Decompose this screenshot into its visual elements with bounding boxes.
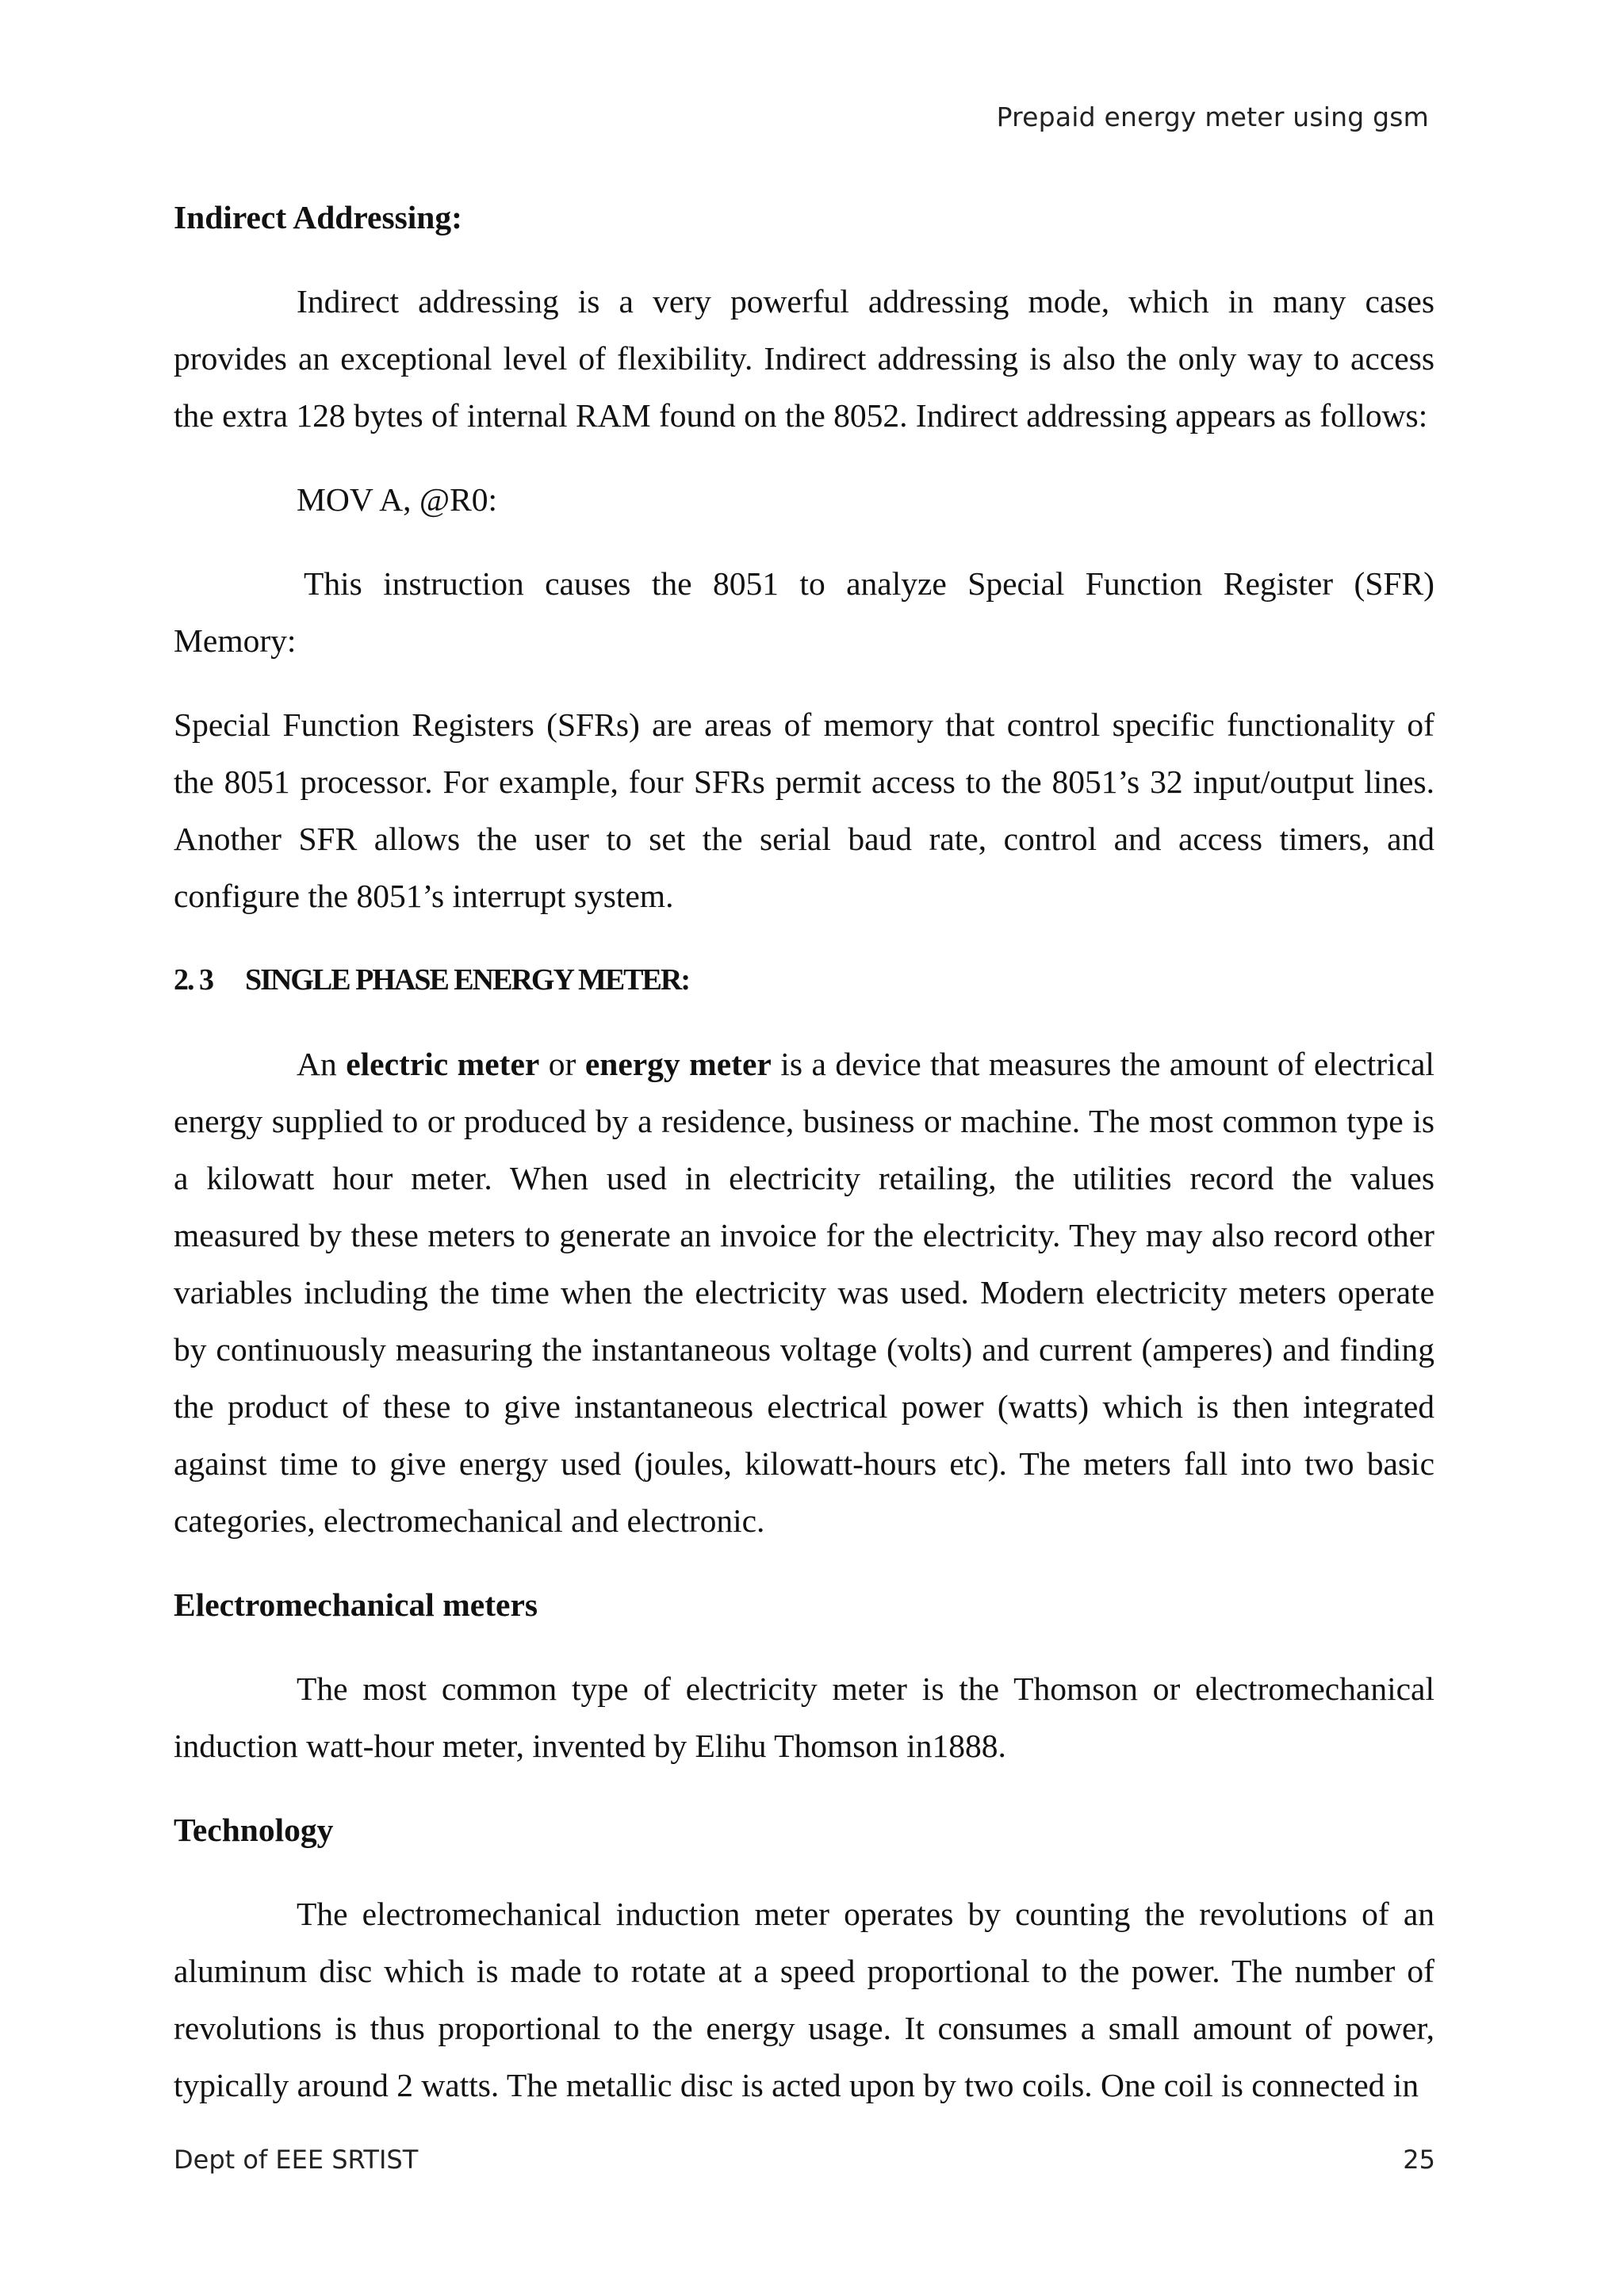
code-example: MOV A, @R0: <box>297 481 498 518</box>
electromechanical-paragraph: The most common type of electricity meter is the Thomson or electromechanical induction watt-hour meter, invented by Elihu Thomson in1888. <box>174 1670 1434 1764</box>
para-rest: is a device that measures the amount of electrical energy supplied to or produced by a residence, business or machine. The most common type is a kilowatt hour meter. When used in electricity retailing, the utilities record the values measured by these meters to generate an invoice for the electricity. They may also record other variables including the time when the electricity was used. Modern electricity meters operate by continuously measuring the instantaneous voltage (volts) and current (amperes) and finding the product of these to give instantaneous electrical power (watts) which is then integrated against time to give energy used (joules, kilowatt-hours etc). The meters fall into two basic categories, electromechanical and electronic. <box>174 1046 1434 1539</box>
sfr-paragraph: Special Function Registers (SFRs) are areas of memory that control specific functionality of the 8051 processor. For example, four SFRs permit access to the 8051’s 32 input/output lines. Another SFR allows the user to set the serial baud rate, control and access timers, and configure the 8051’s interrupt system. <box>174 706 1434 914</box>
term-electric-meter: electric meter <box>346 1046 540 1082</box>
indirect-addressing-heading: Indirect Addressing: <box>174 199 462 235</box>
energy-meter-paragraph <box>174 1035 1434 1549</box>
electromechanical-heading: Electromechanical meters <box>174 1586 538 1623</box>
running-header: Prepaid energy meter using gsm <box>996 101 1429 132</box>
para-lead: An <box>297 1046 347 1082</box>
section-number: 2. 3 <box>174 963 213 997</box>
page-content <box>174 189 1434 2114</box>
memory-label: Memory: <box>174 622 297 659</box>
page-number: 25 <box>1403 2145 1435 2175</box>
para-joiner: or <box>539 1046 585 1082</box>
footer-department: Dept of EEE SRTIST <box>174 2145 419 2175</box>
technology-heading: Technology <box>174 1812 334 1848</box>
term-energy-meter: energy meter <box>584 1046 772 1082</box>
indirect-addressing-paragraph: Indirect addressing is a very powerful addressing mode, which in many cases provides an exceptional level of flexibility. Indirect addressing is also the only way to access the extra 128 bytes of internal RAM found on the 8052. Indirect addressing appears as follows: <box>174 283 1434 434</box>
section-heading <box>174 951 1434 1008</box>
section-title: SINGLE PHASE ENERGY METER: <box>245 963 689 997</box>
technology-paragraph: The electromechanical induction meter operates by counting the revolutions of an aluminum disc which is made to rotate at a speed proportional to the power. The number of revolutions is thus proportional to the energy usage. It consumes a small amount of power, typically around 2 watts. The metallic disc is acted upon by two coils. One coil is connected in <box>174 1896 1434 2103</box>
instruction-paragraph-line: This instruction causes the 8051 to analyze Special Function Register (SFR) <box>304 565 1434 602</box>
